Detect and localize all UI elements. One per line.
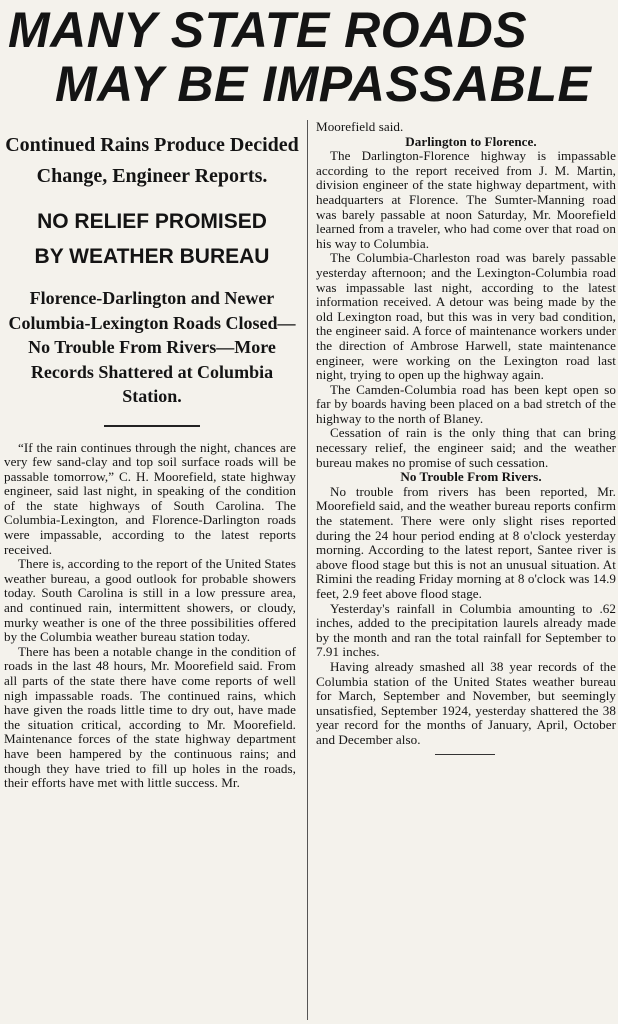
paragraph: No trouble from rivers has been reported, Mr. Moorefield said, and the weather bureau reports confirm the statement. There were only slight rises reported during the 24 hour period ending at 8 o'clock yesterday morning. According to the latest report, Santee river is above flood stage but this is not an unusual situation. At Rimini the reading Friday morning at 8 o'clock was 14.9 feet, 2.9 feet above flood stage. bbox=[316, 483, 616, 601]
column-divider bbox=[307, 120, 308, 1020]
headline bbox=[0, 0, 618, 118]
deck-2-line-2: BY WEATHER BUREAU bbox=[34, 245, 270, 268]
right-column bbox=[312, 120, 618, 755]
subheadline-deck-1: Continued Rains Produce Decided Change, Engineer Reports. bbox=[5, 134, 299, 187]
paragraph: There is, according to the report of the United States weather bureau, a good outlook for probable showers today. South Carolina is still in a low pressure area, and continued rain, intermittent showers, or cloudy, murky weather is one of the three possibilities offered by the Columbia weather bureau station today. bbox=[4, 556, 296, 645]
subhead-rivers: No Trouble From Rivers. bbox=[400, 469, 542, 485]
end-rule bbox=[435, 754, 495, 755]
paragraph: “If the rain continues through the night, chances are very few sand-clay and top soil surface roads will be passable tomorrow,” C. H. Moorefield, state highway engineer, said last night, in speaking of the condition of the state highways of South Carolina. The Columbia-Lexington, and Florence-Darlington roads were impassable, according to the latest reports received. bbox=[4, 439, 296, 557]
paragraph: Moorefield said. bbox=[316, 119, 404, 134]
deck-2-line-1: NO RELIEF PROMISED bbox=[37, 210, 267, 233]
section-rule bbox=[104, 425, 200, 427]
left-column bbox=[0, 118, 304, 791]
paragraph: The Columbia-Charleston road was barely passable yesterday afternoon; and the Lexington-Columbia road was impassable last night, according to the latest information received. A detour was being made by the old Lexington road, but this was in very bad condition, the engineer said. A force of maintenance workers under the direction of Ambrose Harwell, state maintenance engineer, were working on the Lexington road last night, trying to open up the highway again. bbox=[316, 250, 616, 383]
subheadline-deck-2 bbox=[2, 204, 302, 274]
paragraph: The Camden-Columbia road has been kept open so far by boards having been placed on a bad stretch of the highway to the north of Blaney. bbox=[316, 381, 616, 426]
article-body-left bbox=[0, 441, 304, 791]
subheadline-deck-3: Florence-Darlington and Newer Columbia-Lexington Roads Closed—No Trouble From Rivers—More Records Shattered at Columbia Station. bbox=[8, 288, 296, 406]
paragraph: Cessation of rain is the only thing that can bring necessary relief, the engineer said; and the weather bureau makes no promise of such cessation. bbox=[316, 425, 616, 470]
paragraph: The Darlington-Florence highway is impassable according to the report received from J. M. Martin, division engineer of the state highway department, with headquarters at Florence. The Sumter-Manning road was barely passable at noon Saturday, Mr. Moorefield learned from a traveler, who had come over that road on his way to Columbia. bbox=[316, 148, 616, 251]
headline-line-2: MAY BE IMPASSABLE bbox=[55, 56, 592, 112]
subhead-darlington: Darlington to Florence. bbox=[405, 133, 537, 149]
paragraph: Having already smashed all 38 year records of the Columbia station of the United States weather bureau for March, September and November, but seemingly unsatisfied, September 1924, yesterday shattered the 38 year record for the months of January, April, October and December also. bbox=[316, 658, 616, 747]
headline-line-1: MANY STATE ROADS bbox=[8, 2, 528, 58]
paragraph: There has been a notable change in the condition of roads in the last 48 hours, Mr. Moorefield said. From all parts of the state there have come reports of well nigh impassable roads. The continued rains, which have given the roads little time to dry out, have made the situation critical, according to Mr. Moorefield. Maintenance forces of the state highway department have been hampered by the continuous rains; and though they have tried to fill up holes in the roads, their efforts have met with little success. Mr. bbox=[4, 643, 296, 791]
paragraph: Yesterday's rainfall in Columbia amounting to .62 inches, added to the precipitation laurels already made by the month and ran the total rainfall for September to 7.91 inches. bbox=[316, 600, 616, 660]
article-body-right bbox=[312, 120, 618, 748]
